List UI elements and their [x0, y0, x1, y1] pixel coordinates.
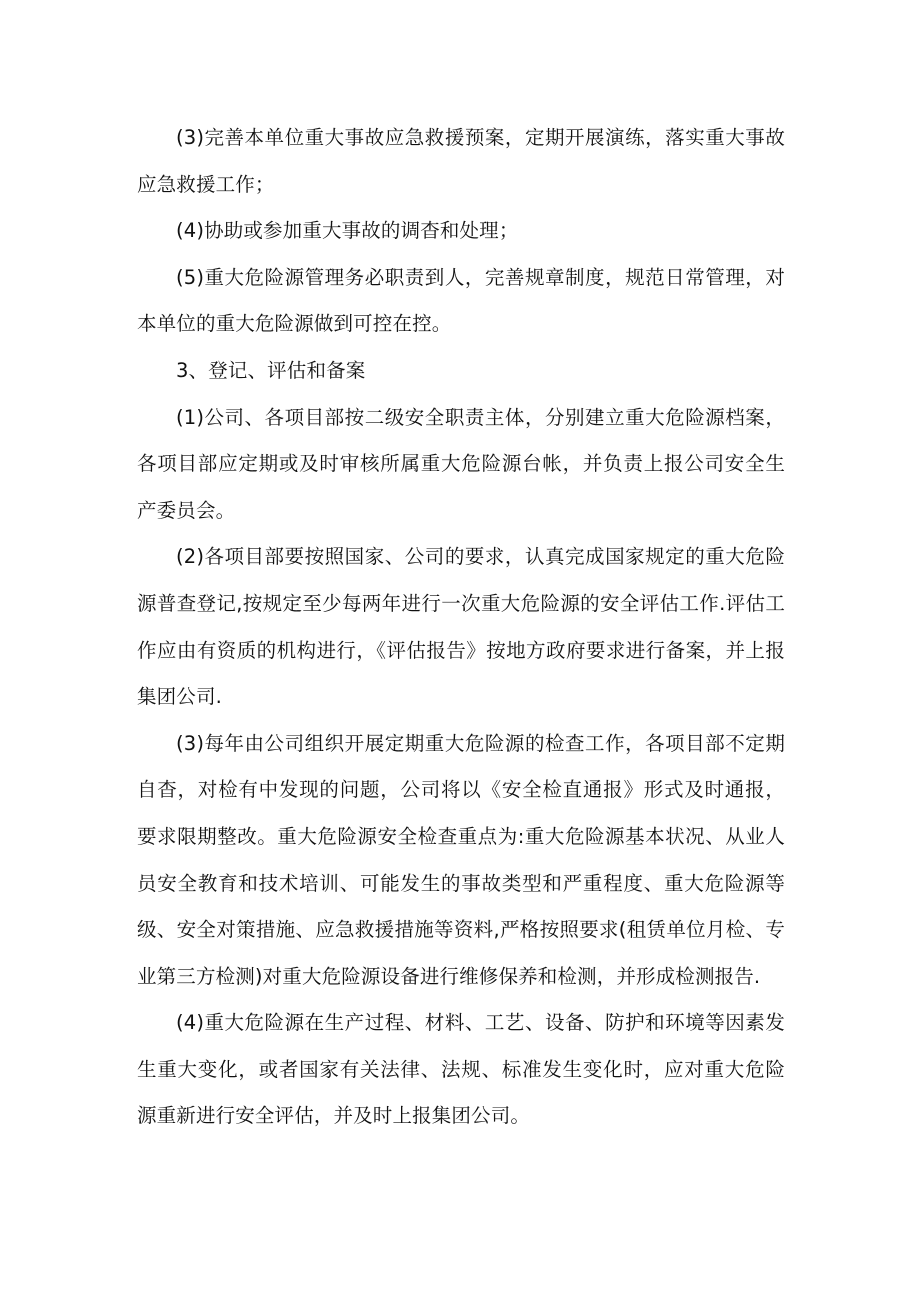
paragraph-responsibility: (5)重大危险源管理务必职责到人，完善规章制度，规范日常管理，对本单位的重大危险源做到可控在控。: [137, 265, 785, 336]
paragraph-accident-investigation: (4)协助或参加重大事故的调杳和处理；: [176, 219, 519, 243]
section-heading-registration: 3、登记、评估和备案: [176, 358, 366, 382]
paragraph-reassessment: (4)重大危险源在生产过程、材料、工艺、设备、防护和环境等因素发生重大变化，或者国家有关法律、法规、标准发生变化时，应对重大危险源重新进行安全评估，并及时上报集团公司。: [137, 1011, 785, 1128]
document-body: [137, 115, 785, 1140]
paragraph-survey-assessment: (2)各项目部要按照国家、公司的要求，认真完成国家规定的重大危险源普查登记,按规定至少每两年进行一次重大危险源的安全评估工作.评估工作应由有资质的机构进行，《评估报告》按地方政府要求进行备案，并上报集团公司.: [137, 545, 785, 709]
paragraph-archives: (1)公司、各项目部按二级安全职责主体，分别建立重大危险源档案，各项目部应定期或及时审核所属重大危险源台帐，并负责上报公司安全生产委员会。: [137, 405, 785, 522]
paragraph-inspection: (3)每年由公司组织开展定期重大危险源的检查工作，各项目部不定期自杳，对检有中发现的问题，公司将以《安全检直通报》形式及时通报，要求限期整改。重大危险源安全检查重点为:重大危险源基本状况、从业人员安全教育和技术培训、可能发生的事故类型和严重程度、重大危险源等级、安全对策措施、应急救援措施等资料,严格按照要求(租赁单位月检、专业第三方检测)对重大危险源设备进行维修保养和检测，并形成检测报告.: [137, 731, 785, 988]
paragraph-emergency-plan: (3)完善本单位重大事故应急救援预案，定期开展演练，落实重大事故应急救援工作；: [137, 126, 785, 196]
